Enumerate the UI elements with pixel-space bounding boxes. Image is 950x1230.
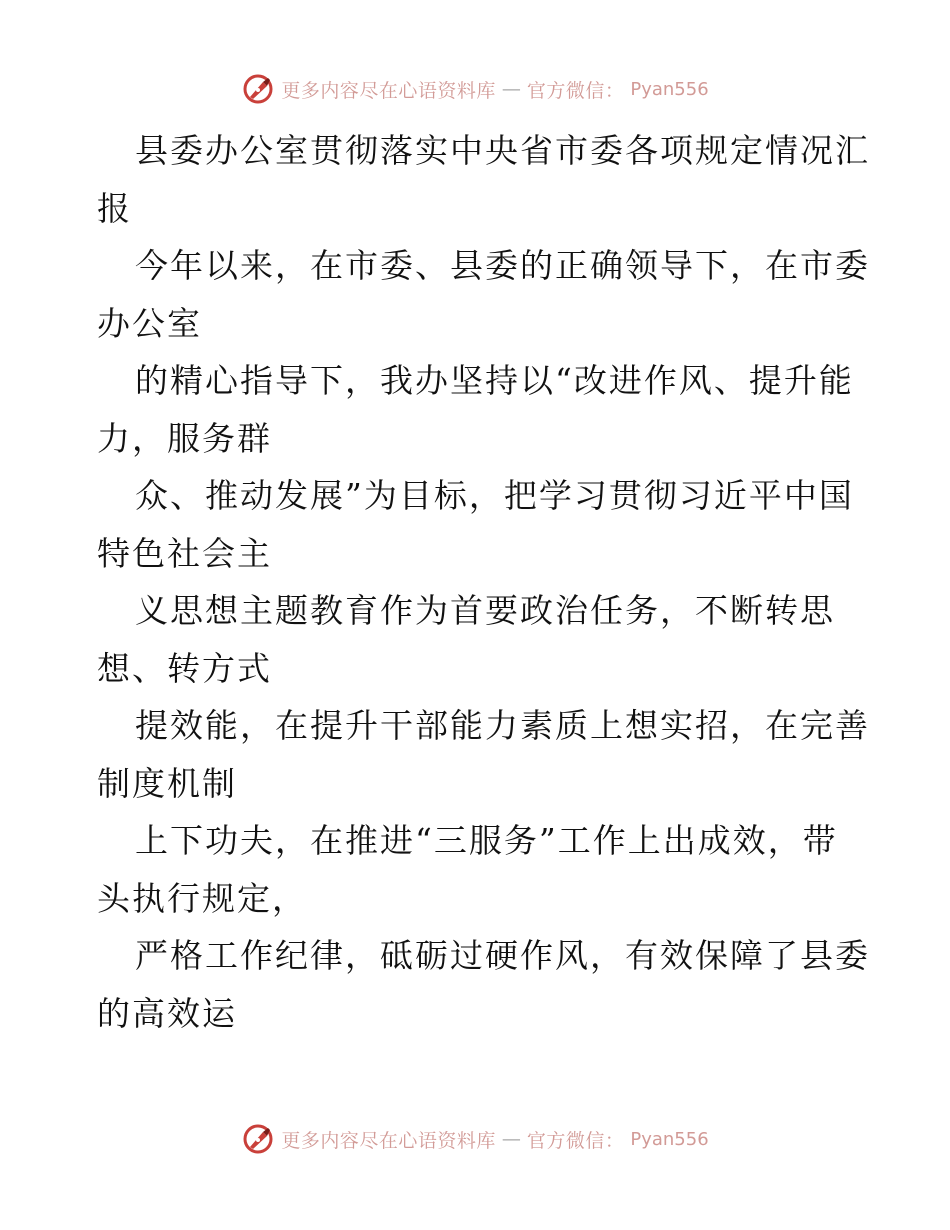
document-title-line-2: 报 bbox=[97, 188, 132, 228]
watermark-wechat-label: 官方微信： bbox=[526, 1129, 625, 1152]
pen-nib-logo-icon bbox=[241, 72, 275, 106]
document-body bbox=[97, 122, 870, 1042]
paragraph-line: 的精心指导下，我办坚持以“改进作风、提升能 bbox=[135, 361, 854, 400]
paragraph-line: 上下功夫，在推进“三服务”工作上出成效，带 bbox=[135, 821, 838, 860]
paragraph-line: 严格工作纪律，砥砺过硬作风，有效保障了县委 bbox=[135, 936, 870, 975]
watermark-footer bbox=[0, 1122, 950, 1156]
watermark-wechat-id: Pyan556 bbox=[630, 1128, 709, 1150]
paragraph-line: 头执行规定， bbox=[97, 878, 307, 918]
paragraph-line: 办公室 bbox=[97, 303, 202, 343]
watermark-wechat-label: 官方微信： bbox=[526, 79, 625, 102]
watermark-header bbox=[0, 72, 950, 106]
paragraph-line: 制度机制 bbox=[97, 763, 237, 803]
watermark-site-text: 更多内容尽在心语资料库 bbox=[281, 79, 496, 102]
paragraph-line: 提效能，在提升干部能力素质上想实招，在完善 bbox=[135, 706, 870, 745]
watermark-site-text: 更多内容尽在心语资料库 bbox=[281, 1129, 496, 1152]
watermark-wechat-id: Pyan556 bbox=[630, 78, 709, 100]
paragraph-line: 想、转方式 bbox=[97, 648, 272, 688]
watermark-dash: — bbox=[501, 78, 521, 100]
paragraph-line: 的高效运 bbox=[97, 993, 237, 1033]
watermark-dash: — bbox=[501, 1128, 521, 1150]
pen-nib-logo-icon bbox=[241, 1122, 275, 1156]
paragraph-line: 义思想主题教育作为首要政治任务，不断转思 bbox=[135, 591, 835, 630]
document-title-line-1: 县委办公室贯彻落实中央省市委各项规定情况汇 bbox=[135, 131, 870, 170]
paragraph-line: 特色社会主 bbox=[97, 533, 272, 573]
paragraph-line: 今年以来，在市委、县委的正确领导下，在市委 bbox=[135, 246, 870, 285]
paragraph-line: 众、推动发展”为目标，把学习贯彻习近平中国 bbox=[135, 476, 854, 515]
paragraph-line: 力，服务群 bbox=[97, 418, 272, 458]
